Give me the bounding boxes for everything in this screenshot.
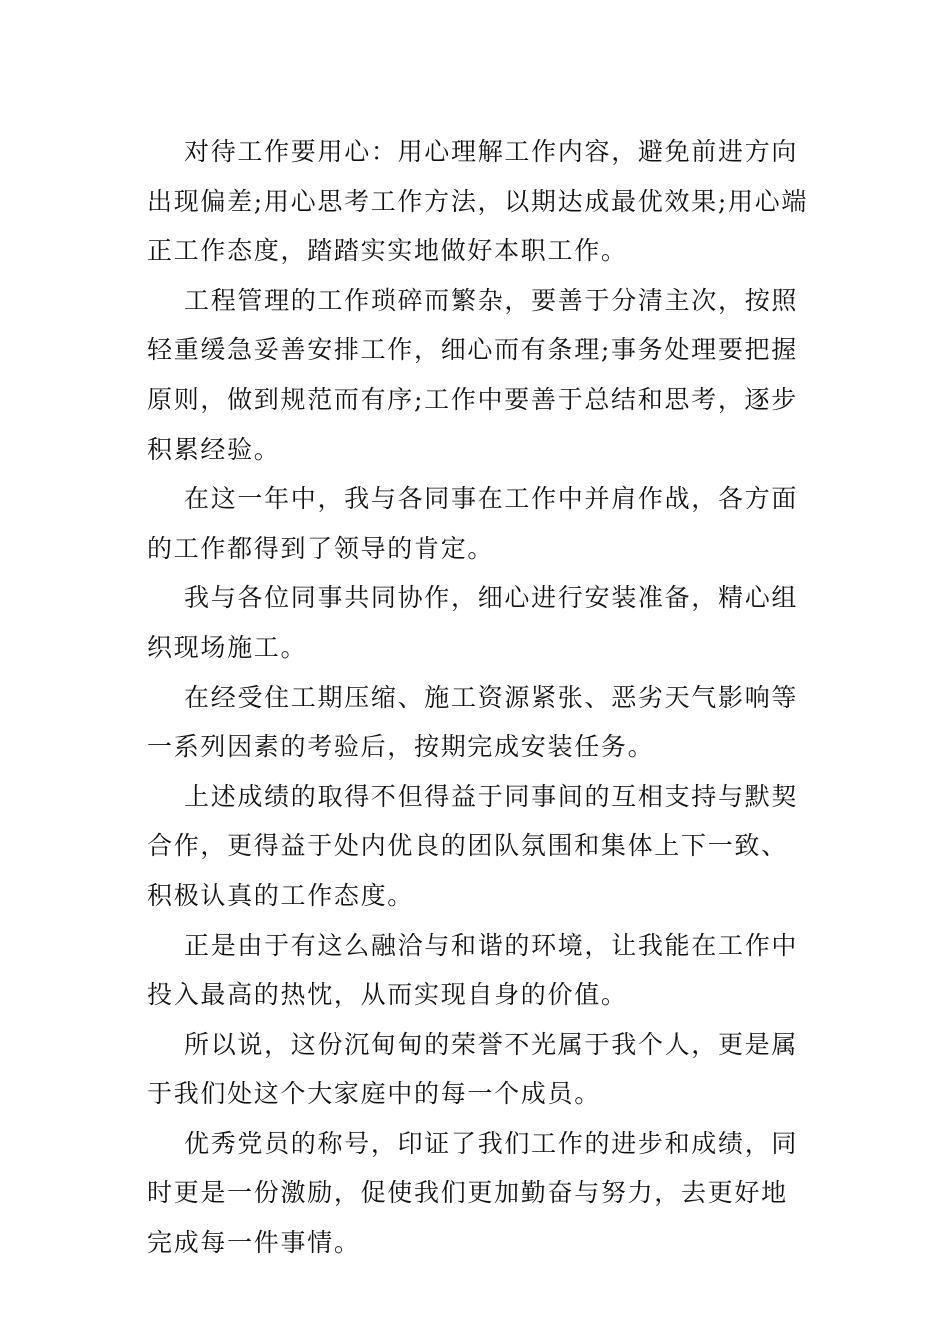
- paragraph-9: 优秀党员的称号，印证了我们工作的进步和成绩，同时更是一份激励，促使我们更加勤奋与努力，去更好地完成每一件事情。: [147, 1128, 799, 1258]
- paragraph-4: 我与各位同事共同协作，细心进行安装准备，精心组织现场施工。: [147, 583, 799, 662]
- paragraph-2: 工程管理的工作琐碎而繁杂，要善于分清主次，按照轻重缓急妥善安排工作，细心而有条理;事务处理要把握原则，做到规范而有序;工作中要善于总结和思考，逐步积累经验。: [147, 285, 799, 464]
- paragraph-1: 对待工作要用心：用心理解工作内容，避免前进方向出现偏差;用心思考工作方法，以期达成最优效果;用心端正工作态度，踏踏实实地做好本职工作。: [147, 137, 809, 266]
- paragraph-7: 正是由于有这么融洽与和谐的环境，让我能在工作中投入最高的热忱，从而实现自身的价值。: [147, 930, 799, 1010]
- paragraph-8: 所以说，这份沉甸甸的荣誉不光属于我个人，更是属于我们处这个大家庭中的每一个成员。: [147, 1029, 799, 1109]
- paragraph-3: 在这一年中，我与各同事在工作中并肩作战，各方面的工作都得到了领导的肯定。: [147, 484, 799, 563]
- paragraph-5: 在经受住工期压缩、施工资源紧张、恶劣天气影响等一系列因素的考验后，按期完成安装任务。: [147, 682, 799, 762]
- paragraph-6: 上述成绩的取得不但得益于同事间的互相支持与默契合作，更得益于处内优良的团队氛围和集体上下一致、积极认真的工作态度。: [147, 781, 799, 910]
- document-body: [147, 127, 812, 1268]
